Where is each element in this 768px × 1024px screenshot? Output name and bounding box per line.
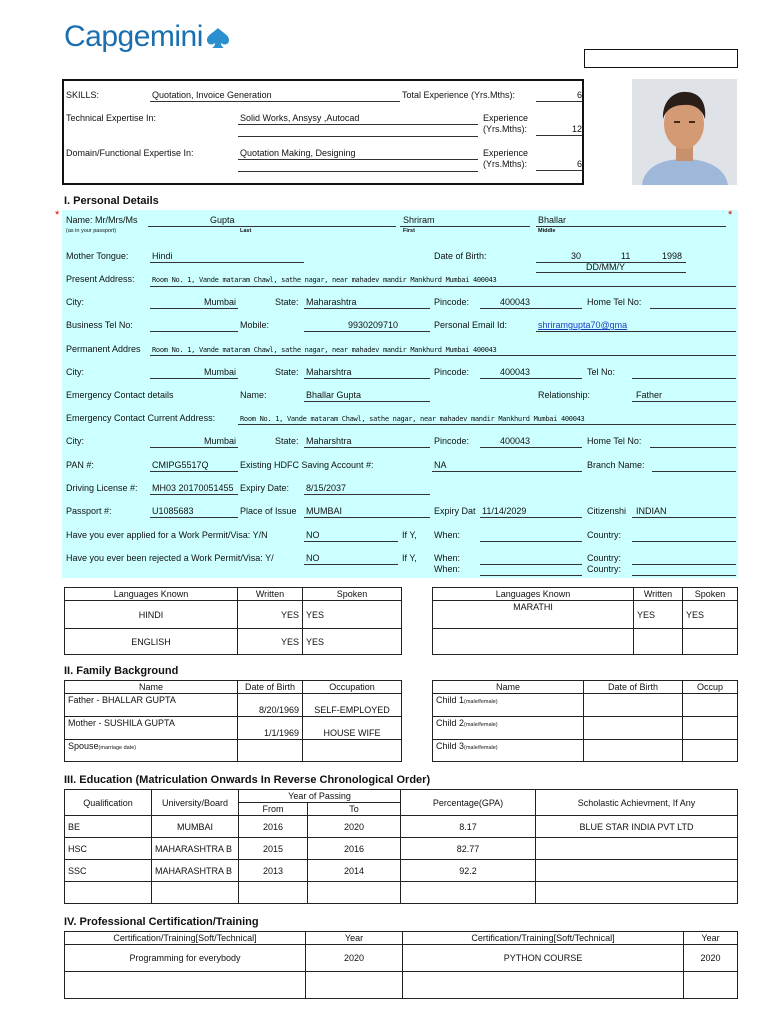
city-label-2: City: (66, 367, 84, 377)
cert-year-empty[interactable] (306, 972, 403, 999)
languages-table-right (432, 587, 738, 655)
middle-label: Middle (538, 228, 556, 234)
language-name[interactable]: HINDI (65, 601, 238, 629)
state-value-3[interactable]: Maharshtra (306, 436, 352, 446)
language-row (433, 601, 738, 629)
language-spoken[interactable]: YES (303, 601, 402, 629)
email-label: Personal Email Id: (434, 320, 508, 330)
id-box[interactable] (584, 49, 738, 68)
year-header-left: Year (306, 932, 403, 945)
child3-label: Child 3 (436, 741, 465, 751)
child2-occ[interactable] (683, 717, 738, 740)
table-row (65, 816, 738, 838)
edu-pct[interactable]: 82.77 (401, 838, 536, 860)
personal-heading: I. Personal Details (64, 195, 159, 207)
family-occ-header: Occupation (303, 681, 402, 694)
first-name-value[interactable]: Shriram (403, 215, 435, 225)
skills-value: Quotation, Invoice Generation (152, 90, 272, 100)
written-header: Written (238, 588, 303, 601)
child-dob-header: Date of Birth (584, 681, 683, 694)
domain-value: Quotation Making, Designing (240, 148, 356, 158)
child3-dob[interactable] (584, 740, 683, 762)
exp-label-1: Experience (483, 113, 529, 123)
edu-qual[interactable]: SSC (65, 860, 152, 882)
language-written[interactable]: YES (238, 601, 303, 629)
cert-name-empty[interactable] (65, 972, 306, 999)
edu-qual-empty[interactable] (65, 882, 152, 904)
citizenship-label: Citizenshi (587, 506, 627, 516)
year-header-right: Year (684, 932, 738, 945)
mother-tongue-value[interactable]: Hindi (152, 251, 173, 261)
cert-name[interactable]: PYTHON COURSE (403, 945, 684, 972)
relationship-value[interactable]: Father (636, 390, 663, 400)
child1-dob[interactable] (584, 694, 683, 717)
business-tel-label: Business Tel No: (66, 320, 133, 330)
certification-table (64, 931, 738, 999)
language-written[interactable]: YES (238, 629, 303, 655)
present-address-value[interactable]: Room No. 1, Vande mataram Chawl, sathe nagar, near mahadev mandir Mankhurd Mumbai 400043 (152, 276, 497, 284)
father-name[interactable]: Father - BHALLAR GUPTA (65, 694, 238, 717)
reject-question: Have you ever been rejected a Work Permit/Visa: Y/ (66, 553, 274, 563)
tech-exp-value: 12 (571, 124, 582, 134)
cert-name[interactable]: Programming for everybody (65, 945, 306, 972)
edu-from[interactable]: 2013 (239, 860, 308, 882)
permit-country-label: Country: (587, 530, 622, 540)
name-label: Name: Mr/Mrs/Ms (66, 215, 138, 225)
pincode-value[interactable]: 400043 (500, 297, 531, 307)
last-label: Last (240, 228, 252, 234)
present-address-label: Present Address: (66, 274, 135, 284)
spoken-header-r: Spoken (683, 588, 738, 601)
dob-day[interactable]: 30 (571, 251, 582, 261)
hdfc-value[interactable]: NA (434, 460, 447, 470)
pincode-label-3: Pincode: (434, 436, 470, 446)
father-dob[interactable]: 8/20/1969 (238, 694, 303, 717)
table-row (65, 945, 738, 972)
univ-header: University/Board (152, 790, 239, 816)
mother-tongue-label: Mother Tongue: (66, 251, 129, 261)
home-tel-label-3: Home Tel No: (587, 436, 642, 446)
domain-label: Domain/Functional Expertise In: (66, 148, 194, 158)
family-dob-header: Date of Birth (238, 681, 303, 694)
city-value-2[interactable]: Mumbai (203, 367, 236, 377)
edu-to[interactable]: 2020 (308, 816, 401, 838)
required-star-right: * (728, 209, 733, 221)
branch-label: Branch Name: (587, 460, 645, 470)
spouse-dob[interactable] (238, 740, 303, 762)
languages-table-left (64, 587, 402, 655)
edu-pct-empty[interactable] (401, 882, 536, 904)
company-logo (64, 20, 231, 54)
mother-dob[interactable]: 1/1/1969 (238, 717, 303, 740)
edu-ach-empty[interactable] (536, 882, 738, 904)
edu-univ[interactable]: MAHARASHTRA B (152, 860, 239, 882)
edu-univ[interactable]: MUMBAI (152, 816, 239, 838)
certification-heading: IV. Professional Certification/Training (64, 916, 259, 928)
city-label: City: (66, 297, 84, 307)
education-heading: III. Education (Matriculation Onwards In Reverse Chronological Order) (64, 774, 431, 786)
pincode-label: Pincode: (434, 297, 470, 307)
poi-value[interactable]: MUMBAI (306, 506, 342, 516)
lang-header: Languages Known (65, 588, 238, 601)
mother-name[interactable]: Mother - SUSHILA GUPTA (65, 717, 238, 740)
edu-univ[interactable]: MAHARASHTRA B (152, 838, 239, 860)
edu-to[interactable]: 2014 (308, 860, 401, 882)
father-occupation[interactable]: SELF-EMPLOYED (303, 694, 402, 717)
passport-expiry-value[interactable]: 11/14/2029 (482, 506, 527, 516)
skills-label: SKILLS: (66, 90, 100, 100)
language-written-empty[interactable] (634, 629, 683, 655)
cert-year[interactable]: 2020 (684, 945, 738, 972)
edu-pct[interactable]: 8.17 (401, 816, 536, 838)
child1-label: Child 1 (436, 695, 465, 705)
table-row (65, 882, 738, 904)
exp-label-2: (Yrs.Mths): (483, 124, 527, 134)
em-name-label: Name: (240, 390, 267, 400)
state-label-3: State: (275, 436, 299, 446)
tech-value: Solid Works, Ansysy ,Autocad (240, 113, 360, 123)
language-written[interactable]: YES (634, 601, 683, 629)
qual-header: Qualification (65, 790, 152, 816)
child-note: (male/female) (464, 745, 498, 751)
dl-value[interactable]: MH03 20170051455 (152, 483, 234, 493)
pct-header: Percentage(GPA) (401, 790, 536, 816)
citizenship-value[interactable]: INDIAN (636, 506, 667, 516)
tech-label: Technical Expertise In: (66, 113, 157, 123)
middle-name-value[interactable]: Bhallar (538, 215, 567, 225)
dob-label: Date of Birth: (434, 251, 487, 261)
state-label: State: (275, 297, 299, 307)
state-label-2: State: (275, 367, 299, 377)
to-header: To (308, 803, 401, 816)
achievement-header: Scholastic Achievment, If Any (536, 790, 738, 816)
edu-achievement[interactable] (536, 860, 738, 882)
required-star: * (55, 209, 60, 221)
spade-logo-icon (205, 27, 231, 49)
child2-label: Child 2 (436, 718, 465, 728)
em-address-label: Emergency Contact Current Address: (66, 413, 216, 423)
dl-expiry-value[interactable]: 8/15/2037 (306, 483, 347, 493)
spouse-note: (marriage date) (98, 745, 137, 751)
tel-label: Tel No: (587, 367, 616, 377)
hdfc-label: Existing HDFC Saving Account #: (240, 460, 374, 470)
last-name-value[interactable]: Gupta (210, 215, 235, 225)
cert-year[interactable]: 2020 (306, 945, 403, 972)
spoken-header: Spoken (303, 588, 402, 601)
edu-achievement[interactable] (536, 838, 738, 860)
child-note: (male/female) (464, 699, 498, 705)
edu-from[interactable]: 2016 (239, 816, 308, 838)
passport-expiry-label: Expiry Dat (434, 506, 476, 516)
edu-pct[interactable]: 92.2 (401, 860, 536, 882)
mobile-label: Mobile: (240, 320, 270, 330)
edu-qual[interactable]: BE (65, 816, 152, 838)
state-value-2[interactable]: Maharshtra (306, 367, 352, 377)
family-table-left (64, 680, 402, 762)
edu-qual[interactable]: HSC (65, 838, 152, 860)
reject-ify-label: If Y, (402, 553, 417, 563)
language-name-empty[interactable] (433, 629, 634, 655)
exp-label-1b: Experience (483, 148, 529, 158)
mother-occupation[interactable]: HOUSE WIFE (303, 717, 402, 740)
name-note: (as in your passport) (66, 228, 117, 234)
family-name-header: Name (65, 681, 238, 694)
edu-to[interactable]: 2016 (308, 838, 401, 860)
table-row (65, 972, 738, 999)
edu-from[interactable]: 2015 (239, 838, 308, 860)
city-value-3[interactable]: Mumbai (203, 436, 236, 446)
poi-label: Place of Issue (240, 506, 297, 516)
reject-country-label-2: Country: (587, 564, 622, 574)
permit-ify-label: If Y, (402, 530, 417, 540)
cert-year-empty[interactable] (684, 972, 738, 999)
child-note: (male/female) (464, 722, 498, 728)
language-spoken[interactable]: YES (683, 601, 738, 629)
relationship-label: Relationship: (538, 390, 591, 400)
first-label: First (403, 228, 415, 234)
edu-to-empty[interactable] (308, 882, 401, 904)
pan-value[interactable]: CMIPG5517Q (152, 460, 209, 470)
domain-exp-value: 6 (576, 159, 582, 169)
state-value[interactable]: Maharashtra (306, 297, 357, 307)
reject-country-label: Country: (587, 553, 622, 563)
edu-achievement[interactable]: BLUE STAR INDIA PVT LTD (536, 816, 738, 838)
permanent-address-label: Permanent Addres (66, 344, 141, 354)
dl-label: Driving License #: (66, 483, 138, 493)
child-name-header: Name (433, 681, 584, 694)
cert-name-empty[interactable] (403, 972, 684, 999)
year-header: Year of Passing (239, 790, 401, 803)
em-address-value[interactable]: Room No. 1, Vande mataram Chawl, sathe nagar, near mahadev mandir Mankhurd Mumbai 400043 (240, 415, 585, 423)
exp-label-2b: (Yrs.Mths): (483, 159, 527, 169)
from-header: From (239, 803, 308, 816)
dob-year[interactable]: 1998 (662, 251, 683, 261)
cert-header-left: Certification/Training[Soft/Technical] (65, 932, 306, 945)
dob-format: DD/MM/Y (586, 262, 625, 272)
permanent-address-value[interactable]: Room No. 1, Vande mataram Chawl, sathe nagar, near mahadev mandir Mankhurd Mumbai 400043 (152, 346, 497, 354)
logo-text: Capgemini (64, 20, 203, 53)
dob-month[interactable]: 11 (621, 251, 631, 261)
language-spoken-empty[interactable] (683, 629, 738, 655)
reject-when-label-2: When: (434, 564, 461, 574)
pincode-label-2: Pincode: (434, 367, 470, 377)
lang-header-r: Languages Known (433, 588, 634, 601)
permit-when-label: When: (434, 530, 461, 540)
permit-answer[interactable]: NO (306, 530, 320, 540)
language-spoken[interactable]: YES (303, 629, 402, 655)
city-value[interactable]: Mumbai (203, 297, 236, 307)
spouse-label: Spouse (68, 741, 99, 751)
language-name[interactable]: MARATHI (433, 601, 634, 629)
passport-value[interactable]: U1085683 (152, 506, 194, 516)
child2-dob[interactable] (584, 717, 683, 740)
profile-photo (632, 79, 737, 185)
cert-header-right: Certification/Training[Soft/Technical] (403, 932, 684, 945)
language-row (433, 629, 738, 655)
mobile-value[interactable]: 9930209710 (347, 320, 398, 330)
family-table-right (432, 680, 738, 762)
child3-occ[interactable] (683, 740, 738, 762)
pan-label: PAN #: (66, 460, 94, 470)
home-tel-label: Home Tel No: (587, 297, 642, 307)
passport-label: Passport #: (66, 506, 112, 516)
table-row (65, 860, 738, 882)
language-row (65, 629, 402, 655)
city-label-3: City: (66, 436, 84, 446)
child-occ-header: Occup (683, 681, 738, 694)
edu-univ-empty[interactable] (152, 882, 239, 904)
language-name[interactable]: ENGLISH (65, 629, 238, 655)
education-table (64, 789, 738, 904)
total-exp-label: Total Experience (Yrs.Mths): (402, 90, 516, 100)
language-row (65, 601, 402, 629)
family-heading: II. Family Background (64, 665, 179, 677)
child1-occ[interactable] (683, 694, 738, 717)
reject-when-label: When: (434, 553, 461, 563)
total-exp-value: 6 (576, 90, 582, 100)
emergency-label: Emergency Contact details (66, 390, 174, 400)
edu-from-empty[interactable] (239, 882, 308, 904)
spouse-occupation[interactable] (303, 740, 402, 762)
dl-expiry-label: Expiry Date: (240, 483, 290, 493)
written-header-r: Written (634, 588, 683, 601)
em-name-value[interactable]: Bhallar Gupta (306, 390, 362, 400)
pincode-value-3[interactable]: 400043 (500, 436, 531, 446)
table-row (65, 838, 738, 860)
reject-answer[interactable]: NO (306, 553, 320, 563)
permit-question: Have you ever applied for a Work Permit/Visa: Y/N (66, 530, 268, 540)
email-value[interactable]: shriramgupta70@gma (538, 320, 628, 330)
pincode-value-2[interactable]: 400043 (500, 367, 531, 377)
